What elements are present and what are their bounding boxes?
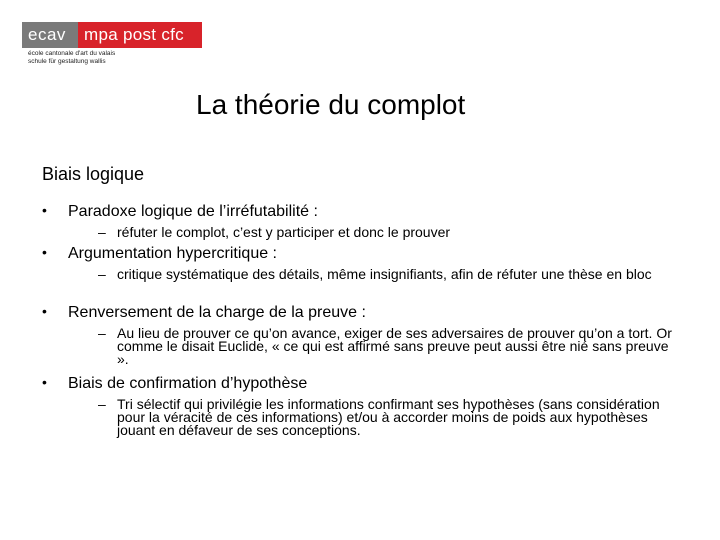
- dash-glyph: –: [98, 266, 106, 282]
- dash-glyph: –: [98, 396, 106, 412]
- sub-item-text: réfuter le complot, c’est y participer et donc le prouver: [117, 224, 451, 240]
- bullet-glyph: •: [42, 244, 47, 260]
- bullet-glyph: •: [42, 202, 47, 218]
- list-item-text: Argumentation hypercritique :: [68, 245, 277, 262]
- list-item: [42, 374, 682, 398]
- logo-mpa-block: mpa post cfc: [78, 22, 202, 48]
- logo-ecav-block: ecav: [22, 22, 78, 48]
- list-item-text: Renversement de la charge de la preuve :: [68, 304, 366, 321]
- sub-item: [98, 398, 682, 445]
- logo-subtitle-2: schule für gestaltung wallis: [28, 58, 106, 65]
- school-logo: [22, 22, 202, 70]
- list-item-text: Paradoxe logique de l’irréfutabilité :: [68, 203, 318, 220]
- dash-glyph: –: [98, 325, 106, 341]
- list-item: [42, 303, 682, 327]
- bullet-glyph: •: [42, 374, 47, 390]
- bullet-glyph: •: [42, 303, 47, 319]
- logo-subtitle-1: école cantonale d'art du valais: [28, 50, 116, 57]
- sub-item-text: Au lieu de prouver ce qu’on avance, exiger de ses adversaires de prouver qu’on a tort. Or comme le disait Euclide, « ce qui est affirmé sans preuve peut aussi être nié sans preuve ».: [117, 325, 672, 367]
- list-item: [42, 202, 682, 226]
- slide-subtitle: Biais logique: [42, 164, 145, 184]
- sub-item: [98, 226, 682, 244]
- sub-item: [98, 327, 682, 374]
- bullet-list: [42, 202, 682, 445]
- sub-item-text: critique systématique des détails, même insignifiants, afin de réfuter une thèse en bloc: [117, 266, 652, 282]
- slide-title: La théorie du complot: [196, 89, 466, 120]
- sub-item-text: Tri sélectif qui privilégie les informations confirmant ses hypothèses (sans considération pour la véracité de ces informations) et/ou à accorder moins de poids aux hypothèses jouant en défaveur de ses conceptions.: [117, 396, 660, 438]
- dash-glyph: –: [98, 224, 106, 240]
- sub-item: [98, 268, 682, 303]
- list-item: [42, 244, 682, 268]
- list-item-text: Biais de confirmation d’hypothèse: [68, 375, 308, 392]
